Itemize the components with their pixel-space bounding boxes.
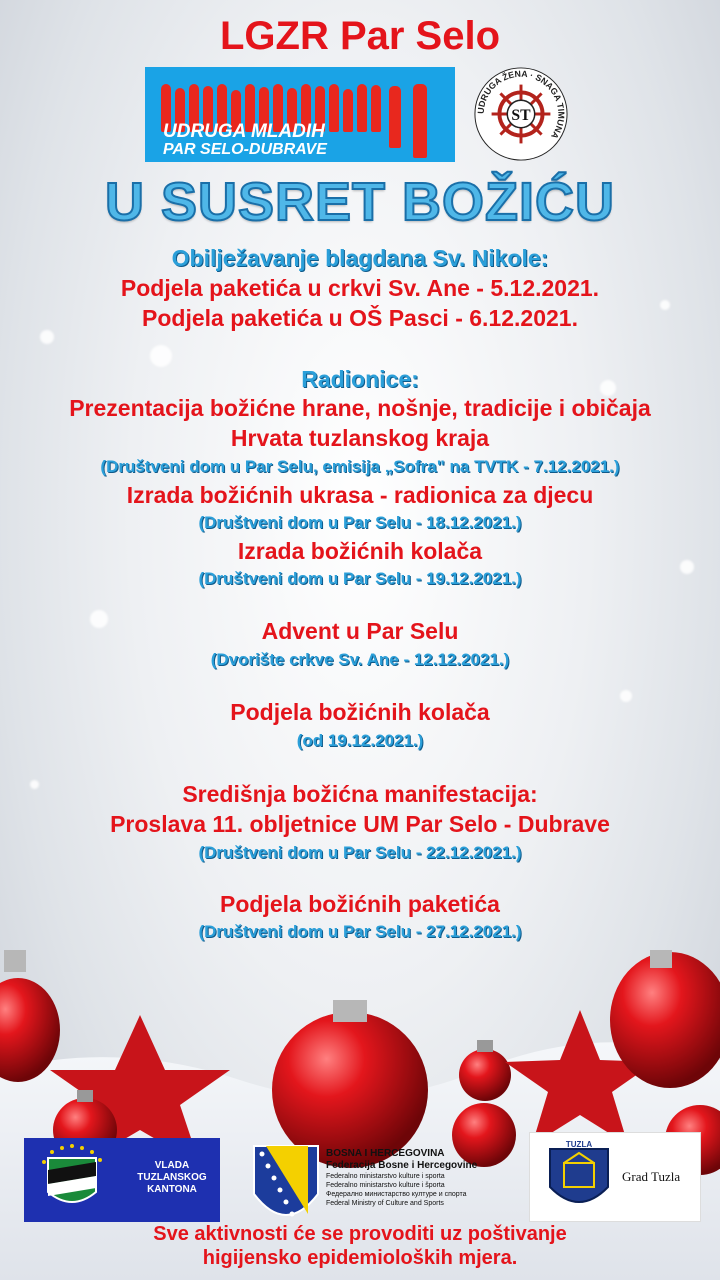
workshops-heading: Radionice: <box>301 366 419 392</box>
grad-tuzla-name: Grad Tuzla <box>622 1169 681 1184</box>
section1-line-1: Podjela paketića u crkvi Sv. Ane - 5.12.2021. <box>120 275 600 301</box>
bih-coat-of-arms-icon <box>252 1144 320 1234</box>
fbih-line6: Federal Ministry of Culture and Sports <box>326 1200 444 1207</box>
workshop1-line1: Prezentacija božićne hrane, nošnje, tradicije i običaja <box>69 395 651 421</box>
workshop3-title: Izrada božićnih kolača <box>237 538 483 564</box>
vtk-line2: TUZLANSKOG <box>137 1172 207 1183</box>
main-heading: U SUSRET BOŽIĆU <box>104 172 616 232</box>
udruga-mladih-logo <box>145 67 455 162</box>
packages-sub: (Društveni dom u Par Selu - 27.12.2021.) <box>198 922 522 941</box>
workshop3-sub: (Društveni dom u Par Selu - 19.12.2021.) <box>198 569 522 588</box>
udruga-zena-logo <box>472 65 570 163</box>
footer-line1: Sve aktivnosti će se provoditi uz poštivanje <box>153 1223 567 1245</box>
fbih-line2: Federacija Bosne i Hercegovine <box>326 1160 478 1171</box>
vtk-emblem-icon <box>34 1140 114 1220</box>
fbih-line5: Федерално министарство културе и спорта <box>326 1191 467 1198</box>
vlada-tk-logo <box>24 1138 220 1222</box>
central-line2: Proslava 11. obljetnice UM Par Selo - Dubrave <box>110 811 610 837</box>
page-title: LGZR Par Selo <box>219 14 501 58</box>
advent-sub: (Dvorište crkve Sv. Ane - 12.12.2021.) <box>210 650 510 669</box>
um-logo-line2: PAR SELO-DUBRAVE <box>163 141 327 158</box>
workshop1-sub: (Društveni dom u Par Selu, emisija „Sofra" na TVTK - 7.12.2021.) <box>100 457 620 476</box>
central-line1: Središnja božićna manifestacija: <box>182 781 538 807</box>
vtk-line1: VLADA <box>154 1160 190 1171</box>
workshop2-title: Izrada božićnih ukrasa - radionica za djecu <box>126 482 594 508</box>
section1-line-2: Podjela paketića u OŠ Pasci - 6.12.2021. <box>142 305 578 331</box>
vtk-line3: KANTONA <box>147 1184 197 1195</box>
grad-tuzla-logo <box>529 1132 701 1222</box>
section1-heading: Obilježavanje blagdana Sv. Nikole: <box>171 245 549 271</box>
st-logo-ring-text: UDRUGA ŽENA · SNAGA TIMUNA <box>475 68 567 141</box>
fbih-line1: BOSNA I HERCEGOVINA <box>326 1148 445 1159</box>
footer-line2: higijensko epidemioloških mjera. <box>202 1247 518 1269</box>
fbih-line4: Federalno ministarstvo kulture i športa <box>326 1182 445 1189</box>
central-sub: (Društveni dom u Par Selu - 22.12.2021.) <box>198 843 522 862</box>
workshop1-line2: Hrvata tuzlanskog kraja <box>230 425 490 451</box>
advent-title: Advent u Par Selu <box>261 618 459 644</box>
cakes-sub: (od 19.12.2021.) <box>296 731 424 750</box>
fbih-line3: Federalno ministarstvo kulture i sporta <box>326 1173 445 1180</box>
cakes-title: Podjela božićnih kolača <box>230 699 490 725</box>
tuzla-crest-icon <box>544 1137 614 1217</box>
fbih-ministry-text <box>326 1148 477 1208</box>
workshop2-sub: (Društveni dom u Par Selu - 18.12.2021.) <box>198 513 522 532</box>
packages-title: Podjela božićnih paketića <box>220 891 500 917</box>
tuzla-crest-label: TUZLA <box>565 1140 593 1149</box>
st-logo-monogram: ST <box>511 106 531 124</box>
um-logo-line1: UDRUGA MLADIH <box>163 121 325 142</box>
